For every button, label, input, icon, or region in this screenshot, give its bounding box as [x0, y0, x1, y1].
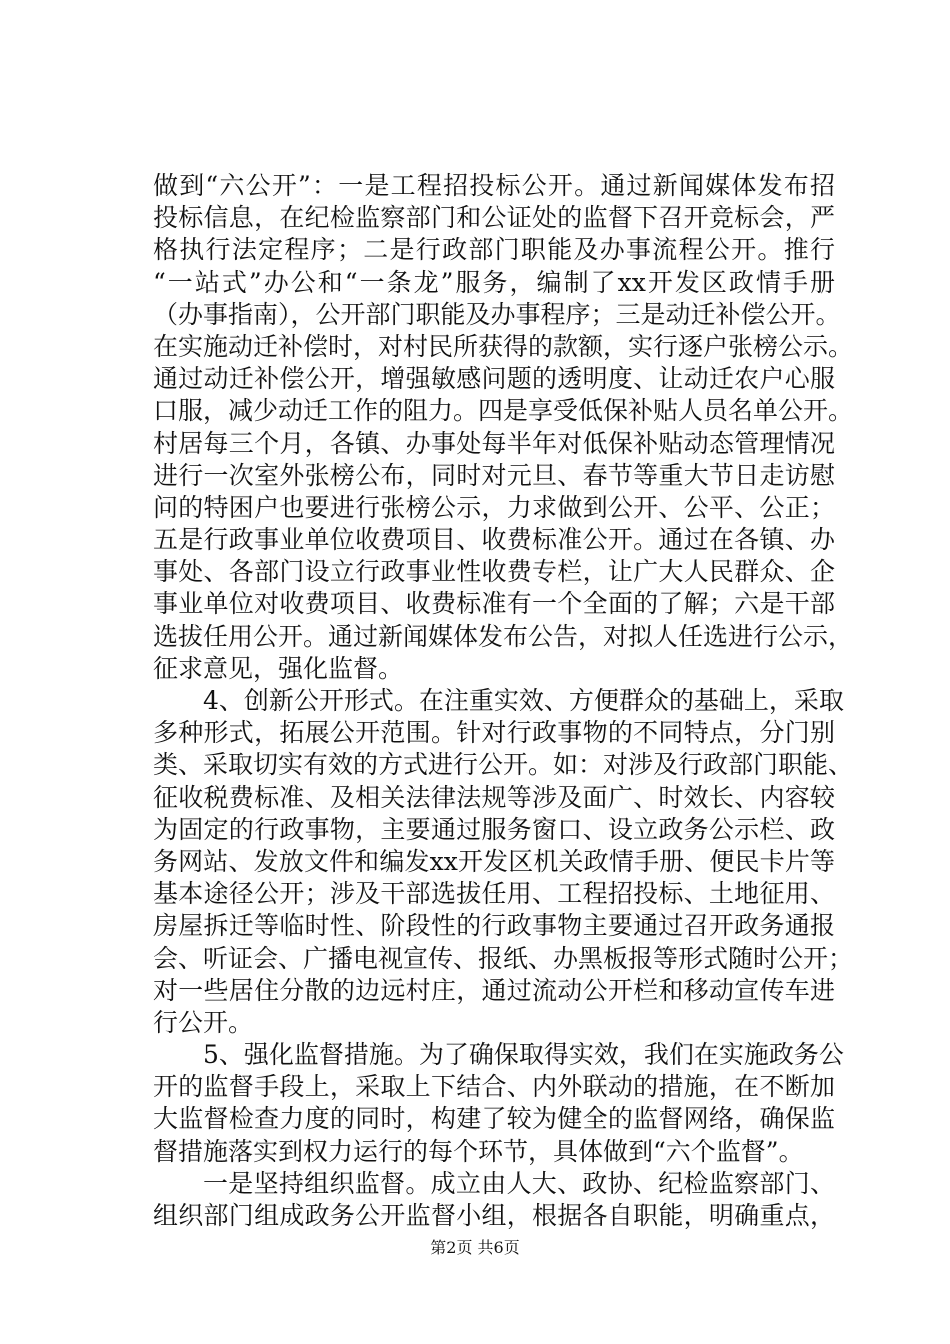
text-line: 口服，减少动迁工作的阻力。四是享受低保补贴人员名单公开。 [153, 396, 854, 426]
text-line: 组织部门组成政务公开监督小组，根据各自职能，明确重点， [153, 1201, 835, 1230]
text-line: （办事指南），公开部门职能及办事程序；三是动迁补偿公开。 [153, 299, 841, 329]
text-line: 事业单位对收费项目、收费标准有一个全面的了解；六是干部 [153, 589, 835, 619]
text-line: 行公开。 [153, 1007, 254, 1037]
text-line: 一是坚持组织监督。成立由人大、政协、纪检监察部门、 [203, 1168, 835, 1198]
text-line: 事处、各部门设立行政事业性收费专栏，让广大人民群众、企 [153, 557, 835, 587]
text-line: 投标信息，在纪检监察部门和公证处的监督下召开竞标会，严 [153, 203, 835, 233]
text-line: 房屋拆迁等临时性、阶段性的行政事物主要通过召开政务通报 [153, 911, 835, 941]
text-line: 4、创新公开形式。在注重实效、方便群众的基础上，采取 [203, 686, 844, 715]
text-line: 选拔任用公开。通过新闻媒体发布公告，对拟人任选进行公示， [153, 621, 854, 651]
text-line: 五是行政事业单位收费项目、收费标准公开。通过在各镇、办 [153, 525, 835, 555]
page-number: 第2页 共6页 [430, 1238, 520, 1257]
text-line: 督措施落实到权力运行的每个环节，具体做到“六个监督”。 [153, 1136, 804, 1166]
text-line: 多种形式，拓展公开范围。针对行政事物的不同特点，分门别 [153, 718, 835, 748]
text-line: 基本途径公开；涉及干部选拔任用、工程招投标、土地征用、 [153, 879, 835, 909]
text-line: 务网站、发放文件和编发xx开发区机关政情手册、便民卡片等 [153, 846, 835, 876]
text-line: “一站式”办公和“一条龙”服务，编制了xx开发区政情手册 [153, 267, 835, 297]
text-line: 大监督检查力度的同时，构建了较为健全的监督网络，确保监 [153, 1104, 835, 1134]
text-line: 开的监督手段上，采取上下结合、内外联动的措施，在不断加 [153, 1072, 835, 1102]
document-body [153, 170, 854, 1232]
text-line: 做到“六公开”：一是工程招投标公开。通过新闻媒体发布招 [153, 171, 835, 200]
text-line: 在实施动迁补偿时，对村民所获得的款额，实行逐户张榜公示。 [153, 331, 854, 361]
text-line: 问的特困户也要进行张榜公示，力求做到公开、公平、公正； [153, 492, 835, 522]
text-line: 为固定的行政事物，主要通过服务窗口、设立政务公示栏、政 [153, 814, 835, 844]
text-line: 进行一次室外张榜公布，同时对元旦、春节等重大节日走访慰 [153, 460, 835, 490]
text-line: 格执行法定程序；二是行政部门职能及办事流程公开。推行 [153, 235, 835, 265]
text-line: 通过动迁补偿公开，增强敏感问题的透明度、让动迁农户心服 [153, 364, 835, 394]
text-line: 征求意见，强化监督。 [153, 653, 404, 683]
text-line: 5、强化监督措施。为了确保取得实效，我们在实施政务公 [203, 1040, 844, 1070]
text-line: 类、采取切实有效的方式进行公开。如：对涉及行政部门职能、 [153, 750, 854, 780]
text-line: 会、听证会、广播电视宣传、报纸、办黑板报等形式随时公开； [153, 943, 854, 973]
text-line: 村居每三个月，各镇、办事处每半年对低保补贴动态管理情况 [153, 428, 835, 458]
text-line: 对一些居住分散的边远村庄，通过流动公开栏和移动宣传车进 [153, 975, 835, 1005]
text-line: 征收税费标准、及相关法律法规等涉及面广、时效长、内容较 [153, 782, 835, 812]
